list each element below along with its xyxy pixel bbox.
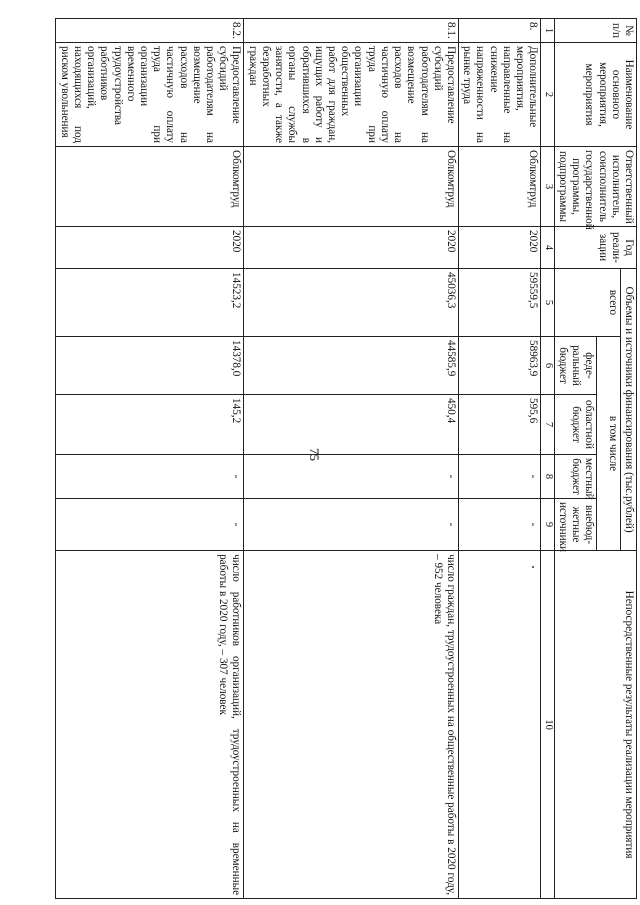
column-number: 3: [541, 147, 554, 227]
row-executor: Облкомтруд: [56, 147, 244, 227]
row-result: число работников организаций, трудоустроенных на временные работы в 2020 году, – 307 человек: [56, 551, 244, 899]
row-executor: Облкомтруд: [459, 147, 541, 227]
row-regional: 595,6: [459, 395, 541, 455]
row-federal: 58963,9: [459, 337, 541, 395]
header-including: в том числе: [597, 337, 620, 551]
table-row: [56, 19, 244, 899]
row-local: -: [459, 455, 541, 499]
row-federal: 44585,9: [244, 337, 459, 395]
column-number: 5: [541, 269, 554, 337]
header-executor: Ответственный исполнитель, соисполнитель государственной программы, подпрограммы: [554, 147, 636, 227]
row-name: Предоставление субсидий работодателям на возмещение расходов на частичную оплату труда при организации общественных работ для граждан, ищущих работу и обратившихся в органы службы занятости, а также безработных граждан: [244, 43, 459, 147]
page-number: 75: [307, 448, 322, 461]
row-federal: 14378,0: [56, 337, 244, 395]
table-row: [244, 19, 459, 899]
row-year: 2020: [56, 227, 244, 269]
header-federal: феде-ральный бюджет: [554, 337, 597, 395]
table-row: [459, 19, 541, 899]
column-number: 1: [541, 19, 554, 43]
column-number: 8: [541, 455, 554, 499]
column-number: 2: [541, 43, 554, 147]
row-local: -: [56, 455, 244, 499]
scan-speck: [532, 566, 534, 568]
row-executor: Облкомтруд: [244, 147, 459, 227]
header-year: Год реали-зации: [554, 227, 636, 269]
column-number: 10: [541, 551, 554, 899]
header-offbudget: внебюд-жетные источники: [554, 499, 597, 551]
row-year: 2020: [244, 227, 459, 269]
row-year: 2020: [459, 227, 541, 269]
row-num: 8.1.: [244, 19, 459, 43]
column-number: 6: [541, 337, 554, 395]
header-local: местный бюджет: [554, 455, 597, 499]
financing-table: [55, 18, 637, 899]
row-result: число граждан, трудоустроенных на общественные работы в 2020 году, – 952 человека: [244, 551, 459, 899]
row-total: 59559,5: [459, 269, 541, 337]
header-name: Наименование основного мероприятия, мероприятия: [554, 43, 636, 147]
row-name: Дополнительные мероприятия, направленные на снижение напряженности на рынке труда: [459, 43, 541, 147]
header-num: № п/п: [554, 19, 636, 43]
header-regional: областной бюджет: [554, 395, 597, 455]
row-offbudget: -: [459, 499, 541, 551]
column-number: 4: [541, 227, 554, 269]
row-num: 8.: [459, 19, 541, 43]
row-total: 14523,2: [56, 269, 244, 337]
header-total: всего: [554, 269, 620, 337]
header-financing: Объемы и источники финансирования (тыс.рублей): [620, 269, 636, 551]
row-regional: 450,4: [244, 395, 459, 455]
row-offbudget: -: [244, 499, 459, 551]
row-offbudget: -: [56, 499, 244, 551]
row-result: [459, 551, 541, 899]
row-regional: 145,2: [56, 395, 244, 455]
row-num: 8.2.: [56, 19, 244, 43]
rotated-table-sheet: [58, 18, 637, 898]
column-number: 9: [541, 499, 554, 551]
row-local: -: [244, 455, 459, 499]
row-total: 45036,3: [244, 269, 459, 337]
row-name: Предоставление субсидий работодателям на возмещение расходов на частичную оплату труда при организации временного трудоустройства работников организаций, находящихся под риском увольнения: [56, 43, 244, 147]
column-number: 7: [541, 395, 554, 455]
header-result: Непосредственные результаты реализации мероприятия: [554, 551, 636, 899]
